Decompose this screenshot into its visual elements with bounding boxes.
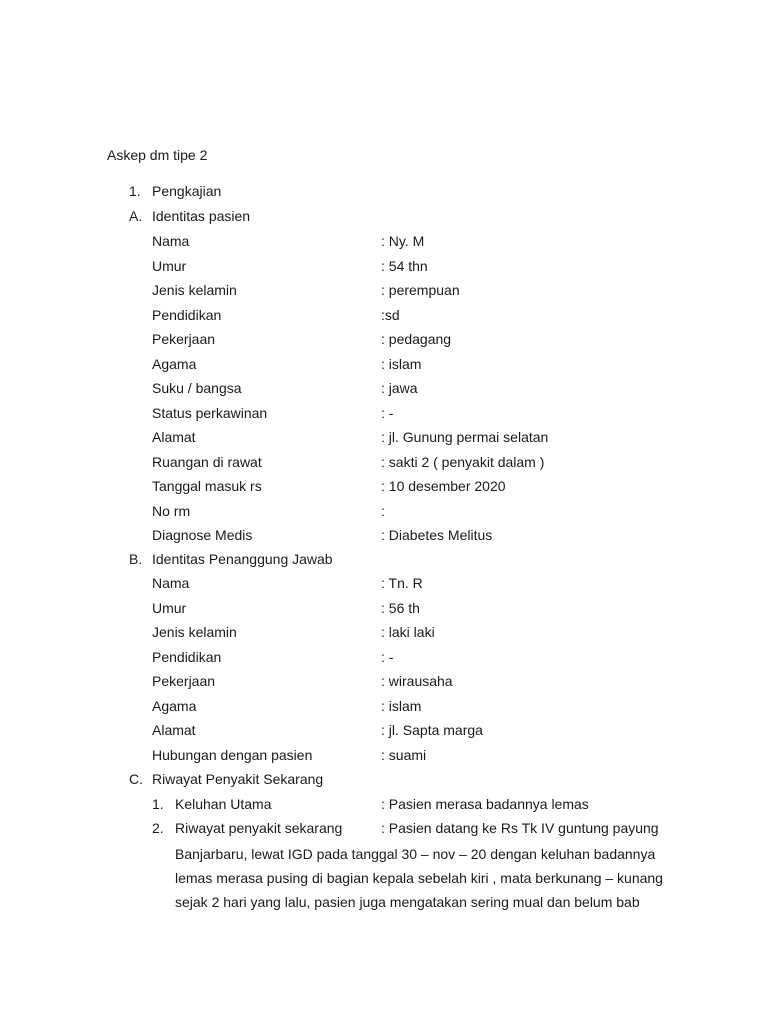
section-1-heading: Pengkajian: [152, 183, 222, 199]
riwayat-paragraph-line: Banjarbaru, lewat IGD pada tanggal 30 – nov – 20 dengan keluhan badannya: [175, 846, 656, 862]
patient-field-label: Nama: [152, 233, 190, 249]
section-a-heading: Identitas pasien: [152, 208, 251, 224]
patient-field-label: Tanggal masuk rs: [152, 478, 262, 494]
section-c-letter: C.: [129, 771, 143, 787]
patient-field-value: :sd: [381, 306, 400, 323]
guardian-field-value: : jl. Sapta marga: [381, 722, 483, 738]
patient-field-label: Umur: [152, 257, 187, 274]
guardian-field-label: Agama: [152, 697, 197, 714]
patient-field-value: : perempuan: [381, 282, 460, 298]
guardian-field-label: Pendidikan: [152, 648, 222, 665]
patient-field-label: Suku / bangsa: [152, 380, 242, 396]
patient-field-value: : Diabetes Melitus: [381, 527, 493, 543]
patient-field-value: : islam: [381, 355, 422, 372]
section-b-letter: B.: [129, 551, 143, 567]
guardian-field-label: Jenis kelamin: [152, 624, 237, 640]
patient-field-value: : 10 desember 2020: [381, 478, 506, 494]
patient-field-value: : jawa: [381, 380, 418, 396]
patient-field-value: : Ny. M: [381, 233, 425, 249]
keluhan-number: 1.: [152, 796, 164, 812]
riwayat-value: : Pasien datang ke Rs Tk IV guntung payung: [381, 820, 659, 836]
patient-field-label: Status perkawinan: [152, 404, 268, 421]
patient-field-label: Pendidikan: [152, 306, 222, 323]
riwayat-paragraph-line: lemas merasa pusing di bagian kepala sebelah kiri , mata berkunang – kunang: [175, 870, 663, 886]
section-c-heading: Riwayat Penyakit Sekarang: [152, 771, 324, 787]
riwayat-paragraph-line: sejak 2 hari yang lalu, pasien juga mengatakan sering mual dan belum bab: [175, 894, 640, 910]
patient-field-label: Alamat: [152, 429, 196, 445]
riwayat-number: 2.: [152, 820, 164, 836]
patient-field-label: Agama: [152, 355, 197, 372]
riwayat-label: Riwayat penyakit sekarang: [175, 820, 343, 836]
section-1-number: 1.: [129, 183, 141, 199]
patient-field-value: : pedagang: [381, 331, 452, 347]
guardian-field-value: : suami: [381, 746, 427, 763]
patient-field-label: No rm: [152, 502, 191, 519]
guardian-field-label: Hubungan dengan pasien: [152, 746, 313, 763]
guardian-field-value: : -: [381, 648, 394, 665]
guardian-field-value: : Tn. R: [381, 575, 423, 591]
patient-field-value: : -: [381, 404, 394, 421]
patient-field-value: : 54 thn: [381, 257, 428, 274]
patient-field-value: : sakti 2 ( penyakit dalam ): [381, 453, 545, 470]
guardian-field-label: Umur: [152, 599, 187, 616]
section-a-letter: A.: [129, 208, 143, 224]
guardian-field-label: Nama: [152, 575, 190, 591]
document-title: Askep dm tipe 2: [107, 147, 208, 163]
guardian-field-value: : 56 th: [381, 599, 420, 616]
patient-field-value: : jl. Gunung permai selatan: [381, 429, 549, 445]
patient-field-label: Diagnose Medis: [152, 527, 253, 543]
guardian-field-label: Alamat: [152, 722, 196, 738]
guardian-field-label: Pekerjaan: [152, 673, 216, 689]
guardian-field-value: : islam: [381, 697, 422, 714]
patient-field-label: Jenis kelamin: [152, 282, 237, 298]
section-b-heading: Identitas Penanggung Jawab: [152, 551, 333, 567]
patient-field-label: Pekerjaan: [152, 331, 216, 347]
patient-field-value: :: [381, 502, 385, 519]
patient-field-label: Ruangan di rawat: [152, 453, 262, 470]
guardian-field-value: : laki laki: [381, 624, 435, 640]
guardian-field-value: : wirausaha: [381, 673, 453, 689]
keluhan-label: Keluhan Utama: [175, 796, 272, 812]
keluhan-value: : Pasien merasa badannya lemas: [381, 796, 589, 812]
